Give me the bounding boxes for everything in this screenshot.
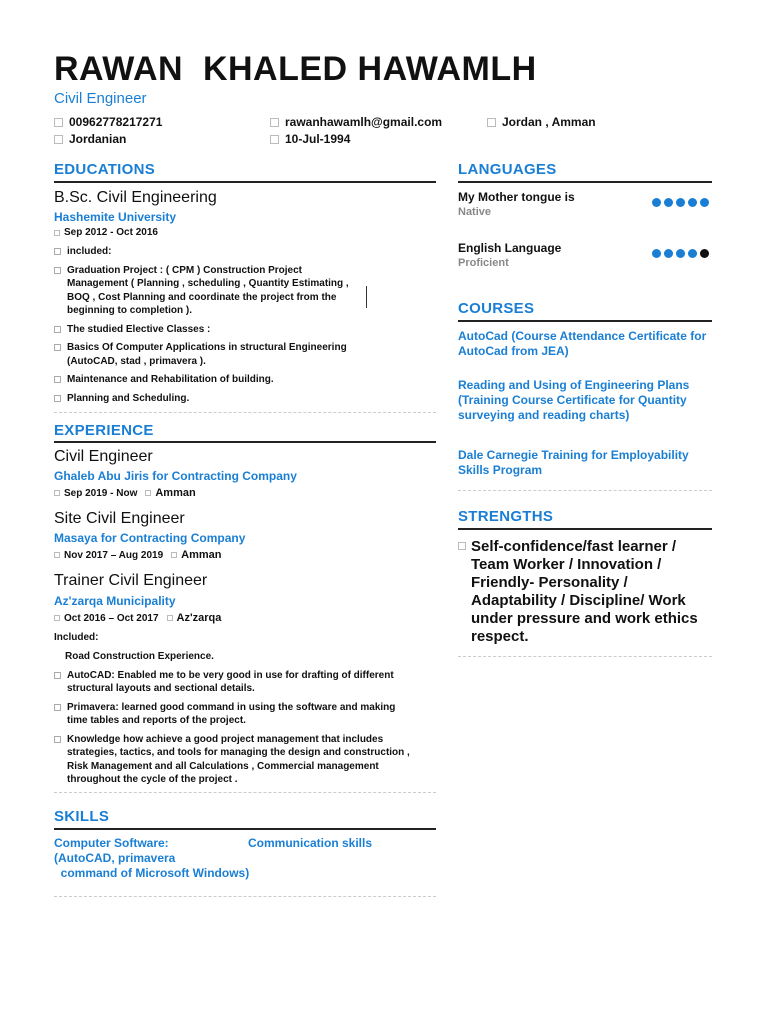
bullet-icon xyxy=(54,326,61,333)
list-item: Knowledge how achieve a good project management that includes strategies, tactics, and tools for managing the design and construction , Risk Management and all Calculations , Commercial management throughout the cycle of the project . xyxy=(54,733,414,787)
list-item: Maintenance and Rehabilitation of building. xyxy=(54,373,359,387)
language-name: My Mother tongue is xyxy=(458,190,575,204)
rating-dot-filled xyxy=(676,198,685,207)
phone-number: 00962778217271 xyxy=(69,115,163,129)
course-item: Dale Carnegie Training for Employability Skills Program xyxy=(458,448,689,477)
education-dates-row xyxy=(54,227,158,238)
nationality-row xyxy=(54,132,126,146)
rating-dot-filled xyxy=(700,198,709,207)
birthdate-text: 10-Jul-1994 xyxy=(285,132,351,146)
language-rating xyxy=(652,249,709,258)
bullet-icon xyxy=(54,672,61,679)
calendar-icon xyxy=(54,230,60,236)
education-heading: EDUCATIONS xyxy=(54,161,156,178)
courses-rule xyxy=(458,320,712,322)
job-dates: Nov 2017 – Aug 2019 xyxy=(64,549,164,561)
email-icon xyxy=(270,118,279,127)
education-bullets xyxy=(54,245,359,405)
strengths-block xyxy=(458,538,708,646)
nationality-text: Jordanian xyxy=(69,132,127,146)
email-row xyxy=(270,115,442,129)
rating-dot-filled xyxy=(652,198,661,207)
location-icon xyxy=(167,615,173,621)
location-text: Jordan , Amman xyxy=(502,115,596,129)
calendar-icon xyxy=(54,552,60,558)
education-dates: Sep 2012 - Oct 2016 xyxy=(64,227,158,238)
training-bullets xyxy=(54,650,414,787)
courses-heading: COURSES xyxy=(458,300,535,317)
calendar-icon xyxy=(54,615,60,621)
languages-rule xyxy=(458,181,712,183)
bullet-icon xyxy=(54,344,61,351)
bullet-icon xyxy=(458,542,466,550)
strengths-heading: STRENGTHS xyxy=(458,508,554,525)
job-location: Amman xyxy=(155,487,196,499)
school-name: Hashemite University xyxy=(54,210,177,224)
rating-dot-empty xyxy=(700,249,709,258)
experience-heading: EXPERIENCE xyxy=(54,422,154,439)
location-icon xyxy=(145,490,151,496)
languages-heading: LANGUAGES xyxy=(458,161,557,178)
location-row xyxy=(487,115,596,129)
birthdate-row xyxy=(270,132,350,146)
list-item: Road Construction Experience. xyxy=(65,651,214,662)
location-icon xyxy=(171,552,177,558)
list-item: Basics Of Computer Applications in structural Engineering (AutoCAD, stad , primavera ). xyxy=(54,341,359,368)
list-item: Graduation Project : ( CPM ) Construction Project Management ( Planning , scheduling , Quantity Estimating , BOQ , Cost Planning and coordinate the project from the beginning to completion ). xyxy=(54,264,359,318)
job-meta xyxy=(54,612,221,624)
rating-dot-filled xyxy=(688,198,697,207)
language-level: Proficient xyxy=(458,257,509,269)
experience-rule xyxy=(54,441,436,443)
job-role: Civil Engineer xyxy=(54,448,153,465)
bullet-icon xyxy=(54,395,61,402)
strengths-rule xyxy=(458,528,712,530)
skills-rule xyxy=(54,828,436,830)
nationality-icon xyxy=(54,135,63,144)
section-divider xyxy=(54,412,436,413)
section-divider xyxy=(458,490,712,491)
bullet-icon xyxy=(54,704,61,711)
degree-title: B.Sc. Civil Engineering xyxy=(54,189,217,206)
bullet-icon xyxy=(54,248,61,255)
list-item: The studied Elective Classes : xyxy=(54,323,359,337)
job-role: Trainer Civil Engineer xyxy=(54,572,208,589)
job-location: Amman xyxy=(181,549,222,561)
job-location: Az'zarqa xyxy=(176,612,222,624)
list-item: AutoCAD: Enabled me to be very good in use for drafting of different structural layouts and sectional details. xyxy=(54,669,414,696)
section-divider xyxy=(54,896,436,897)
candidate-name: RAWAN KHALED HAWAMLH xyxy=(54,50,537,88)
course-item: Reading and Using of Engineering Plans (Training Course Certificate for Quantity surveying and reading charts) xyxy=(458,378,690,422)
rating-dot-filled xyxy=(652,249,661,258)
rating-dot-filled xyxy=(676,249,685,258)
skill-software: Computer Software: (AutoCAD, primavera command of Microsoft Windows) xyxy=(54,836,250,880)
skill-communication: Communication skills xyxy=(248,836,373,850)
included-label: Included: xyxy=(54,632,99,643)
text-cursor xyxy=(366,286,367,308)
language-name: English Language xyxy=(458,241,562,255)
calendar-icon xyxy=(54,490,60,496)
list-item: Planning and Scheduling. xyxy=(54,392,359,406)
location-icon xyxy=(487,118,496,127)
bullet-icon xyxy=(54,267,61,274)
job-meta xyxy=(54,487,196,499)
job-company: Masaya for Contracting Company xyxy=(54,531,246,545)
education-rule xyxy=(54,181,436,183)
skills-heading: SKILLS xyxy=(54,808,110,825)
job-company: Ghaleb Abu Jiris for Contracting Company xyxy=(54,469,297,483)
phone-row xyxy=(54,115,162,129)
list-item: Primavera: learned good command in using the software and making time tables and reports of the project. xyxy=(54,701,414,728)
rating-dot-filled xyxy=(688,249,697,258)
job-dates: Oct 2016 – Oct 2017 xyxy=(64,612,159,624)
email-address[interactable]: rawanhawamlh@gmail.com xyxy=(285,115,443,129)
phone-icon xyxy=(54,118,63,127)
job-meta xyxy=(54,549,221,561)
section-divider xyxy=(458,656,712,657)
job-dates: Sep 2019 - Now xyxy=(64,487,138,499)
job-title: Civil Engineer xyxy=(54,90,147,107)
job-company: Az'zarqa Municipality xyxy=(54,594,176,608)
bullet-icon xyxy=(54,376,61,383)
list-item: included: xyxy=(54,245,359,259)
section-divider xyxy=(54,792,436,793)
job-role: Site Civil Engineer xyxy=(54,510,185,527)
strengths-text: Self-confidence/fast learner / Team Worker / Innovation / Friendly- Personality / Adaptability / Discipline/ Work under pressure and work ethics respect. xyxy=(471,538,698,645)
language-level: Native xyxy=(458,206,492,218)
rating-dot-filled xyxy=(664,249,673,258)
language-rating xyxy=(652,198,709,207)
rating-dot-filled xyxy=(664,198,673,207)
bullet-icon xyxy=(54,736,61,743)
course-item: AutoCad (Course Attendance Certificate for AutoCad from JEA) xyxy=(458,329,707,358)
calendar-icon xyxy=(270,135,279,144)
